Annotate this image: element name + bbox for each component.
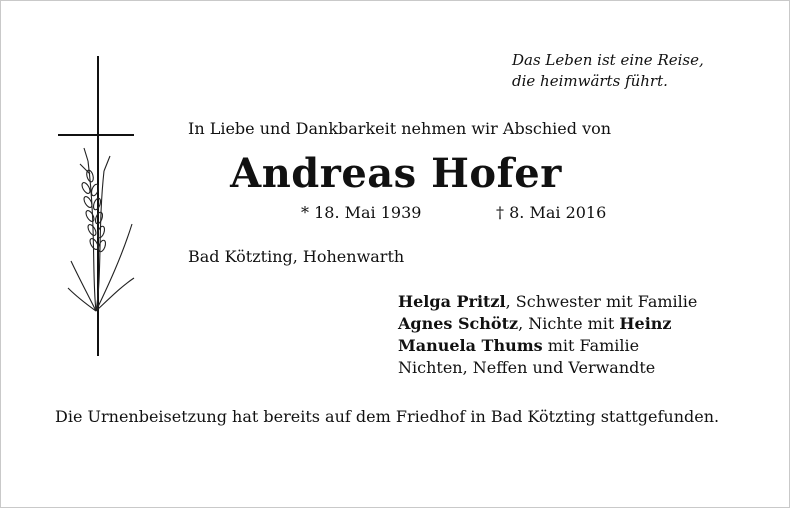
mourner-line xyxy=(398,357,697,379)
mourner-name: Manuela Thums xyxy=(398,336,543,355)
mourner-name: Agnes Schötz xyxy=(398,314,519,333)
burial-notice: Die Urnenbeisetzung hat bereits auf dem Friedhof in Bad Kötzting stattgefunden. xyxy=(55,407,720,426)
death-date: † 8. Mai 2016 xyxy=(496,203,607,222)
mourner-line xyxy=(398,313,697,335)
birth-date: * 18. Mai 1939 xyxy=(301,203,422,222)
quote xyxy=(512,50,704,92)
mourners-list xyxy=(398,291,697,379)
mourner-relation: mit Familie xyxy=(542,336,640,355)
mourner-relation: , Schwester mit Familie xyxy=(505,292,698,311)
place: Bad Kötzting, Hohenwarth xyxy=(188,247,405,266)
quote-line-2: die heimwärts führt. xyxy=(512,72,668,90)
mourner-line xyxy=(398,335,697,357)
mourner-relation: Nichten, Neffen und Verwandte xyxy=(398,358,656,377)
deceased-name: Andreas Hofer xyxy=(230,150,562,197)
mourner-name: Heinz xyxy=(619,314,672,333)
intro-text: In Liebe und Dankbarkeit nehmen wir Abschied von xyxy=(188,119,612,138)
cross-with-wheat-icon xyxy=(56,56,146,361)
mourner-name: Helga Pritzl xyxy=(398,292,506,311)
quote-line-1: Das Leben ist eine Reise, xyxy=(512,51,704,69)
mourner-relation: , Nichte mit xyxy=(518,314,620,333)
mourner-line xyxy=(398,291,697,313)
